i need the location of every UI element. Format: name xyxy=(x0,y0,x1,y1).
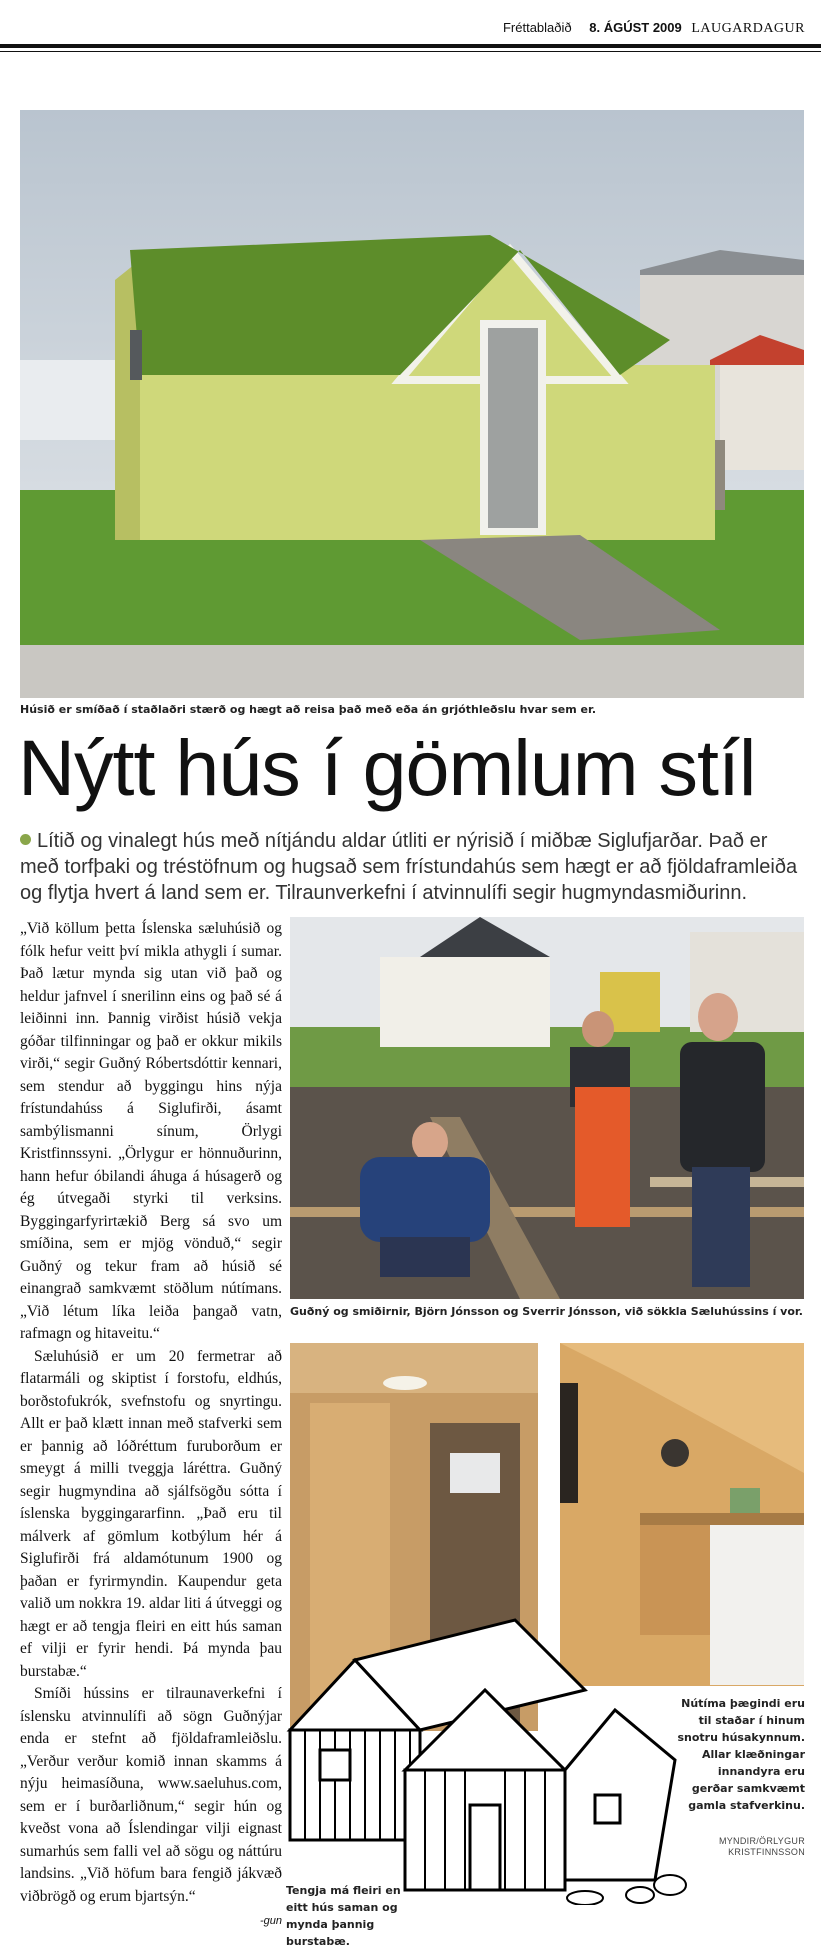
newspaper-name: Fréttablaðið xyxy=(502,20,572,35)
masthead-rule xyxy=(0,44,821,48)
workers-photo xyxy=(290,917,804,1299)
author-signature: -gun xyxy=(259,1915,282,1927)
body-paragraph-3: Smíði hússins er tilraunaverkefni í íslensku atvinnulífi að sögn Guðnýjar enda er stefnt að fjöldaframleiðslu. „Verður verður komið innan skamms á nýju heimasíðuna, www.saeluhus.com, sem er í burðarliðnum,“ segir hún og kveðst vona að Íslendingar vilji eignast sumarhús sem falli vel að sögu og náttúru landsins. „Við höfum bara fengið jákvæð viðbrögð og erum bjartsýn.“ xyxy=(20,1685,282,1905)
photo-credit xyxy=(675,1836,805,1858)
body-paragraph-2: Sæluhúsið er um 20 fermetrar að flatarmáli og skiptist í forstofu, eldhús, borðstofukrók, svefnstofu og snyrtingu. Allt er það klætt innan með stafverki sem er þannig að lóðréttum furuborðum er smeygt á milli tveggja láréttra. Guðný segir hugmyndina að sjálfsögðu sótta í íslenska byggingararfinn. „Það eru til málverk af gömlum kotbýlum hér á Siglufirði frá aldamótunum 1900 og þaðan er fyrirmyndin. Kaupendur geta valið um nokkra 19. aldar liti á útveggi og hægt er að tengja fleiri en eitt hús saman ef vilji er fyrir hendi. Þá mynda þau burstabæ.“ xyxy=(20,1347,282,1680)
main-photo-caption: Húsið er smíðað í staðlaðri stærð og hægt að reisa það með eða án grjóthleðslu hvar sem er. xyxy=(20,703,597,716)
main-photo-turf-house xyxy=(20,110,804,698)
bullet-dot-icon xyxy=(20,834,31,845)
lede-text: Lítið og vinalegt hús með nítjándu aldar útliti er nýrisið í miðbæ Siglufjarðar. Það er með torfþaki og tréstöfnum og hugsað sem frístundahús sem hægt er að fjöldaframleiða og flytja hvert á land sem er. Tilraunverkefni í atvinnulífi segir hugmyndasmiðurinn. xyxy=(20,830,798,904)
drawing-caption: Tengja má fleiri en eitt hús saman og mynda þannig burstabæ. xyxy=(286,1884,401,1949)
turf-houses-drawing xyxy=(285,1580,695,1905)
photo-credit-line2: KRISTFINNSSON xyxy=(728,1846,805,1857)
issue-date: 8. ÁGÚST 2009 xyxy=(589,20,682,35)
article-lede xyxy=(20,828,810,906)
interior-photo-caption: Nútíma þægindi eru til staðar í hinum snotru húsakynnum. Allar klæðningar innandyra eru gerðar samkvæmt gamla stafverkinu. xyxy=(677,1697,805,1813)
issue-weekday: LAUGARDAGUR xyxy=(691,21,805,36)
article-body xyxy=(20,918,282,1933)
photo-credit-line1: MYNDIR/ÖRLYGUR xyxy=(718,1836,805,1846)
article-headline: Nýtt hús í gömlum stíl xyxy=(18,723,756,812)
masthead xyxy=(20,12,805,46)
workers-photo-caption: Guðný og smiðirnir, Björn Jónsson og Sverrir Jónsson, við sökkla Sæluhússins í vor. xyxy=(290,1305,803,1318)
masthead-thin-rule xyxy=(0,51,821,52)
body-paragraph-1: „Við köllum þetta Íslenska sæluhúsið og fólk hefur veitt því mikla athygli í sumar. Það lætur mynda sig utan við það og heldur jafnvel í snerilinn eins og það sé á leiðinni inn. Þannig virðist húsið vekja góðar tilfinningar og það er okkur mikils virði,“ segir Guðný Róbertsdóttir kennari, sem stendur að byggingu hins nýja frístundahúss á Siglufirði, ásamt sambýlismanni sínum, Örlygi Kristfinnssyni. „Örlygur er hönnuðurinn, hann hefur óbilandi áhuga á húsagerð og ég útvegaði styrki til verksins. Byggingarfyrirtækið Berg sá svo um smíðina, sem er mjög vönduð,“ segir Guðný og tekur fram að húsið sé einangrað samkvæmt stöðlum nútímans. „Við létum líka leiða þangað vatn, rafmagn og hitaveitu.“ xyxy=(20,920,282,1342)
